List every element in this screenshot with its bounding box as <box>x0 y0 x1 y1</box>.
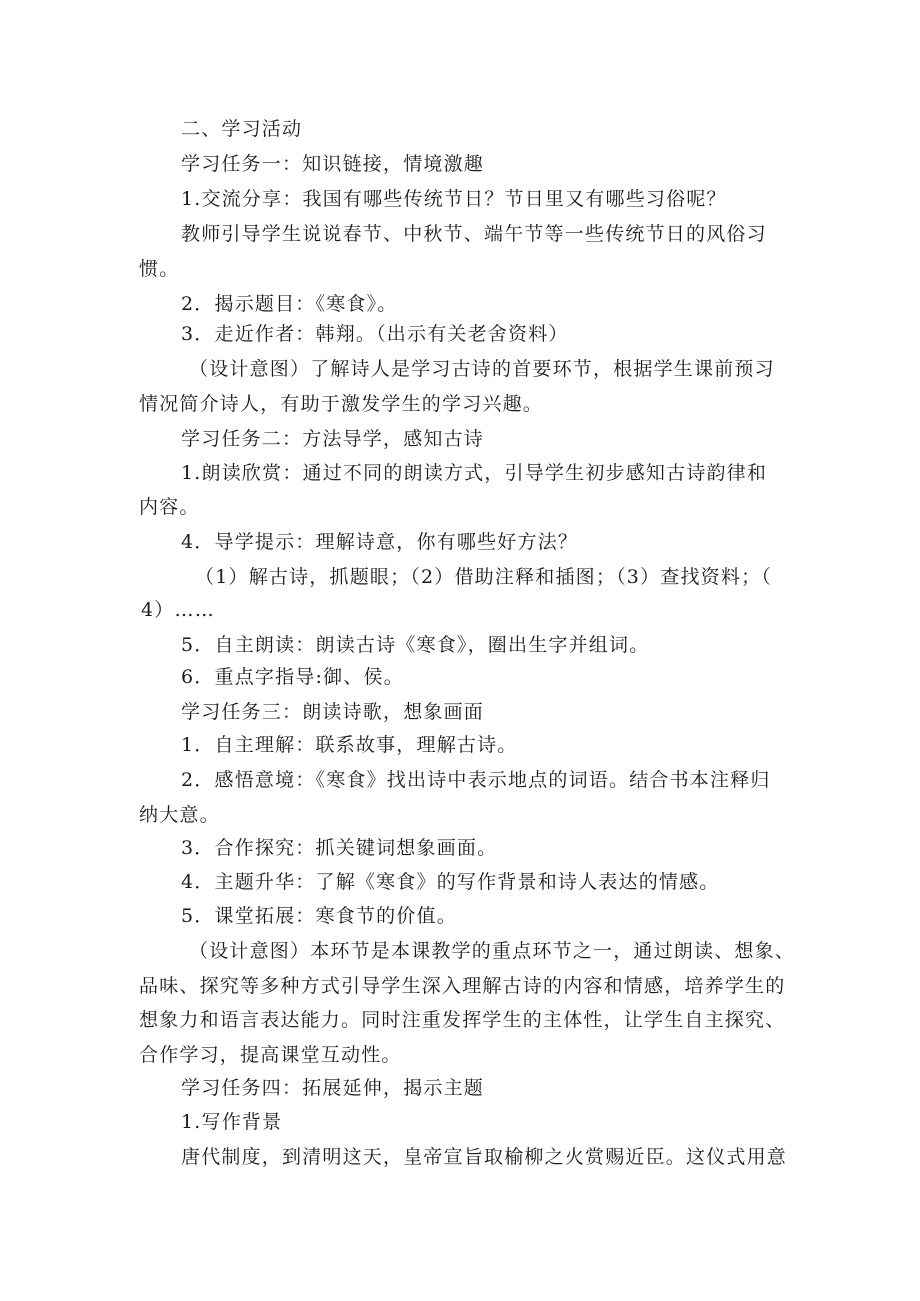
paragraph-line: 1.朗读欣赏：通过不同的朗读方式，引导学生初步感知古诗韵律和 <box>181 462 768 484</box>
paragraph-line: 6．重点字指导:御、侯。 <box>181 666 404 688</box>
section-heading: 二、学习活动 <box>181 118 303 140</box>
task-one-heading: 学习任务一：知识链接，情境激趣 <box>181 153 485 175</box>
design-intent-line: （设计意图）了解诗人是学习古诗的首要环节，根据学生课前预习 <box>189 358 775 380</box>
paragraph-line: 1．自主理解：联系故事，理解古诗。 <box>181 734 518 756</box>
paragraph-line: 3．走近作者：韩翔。（出示有关老舍资料） <box>181 323 569 345</box>
design-intent-line: 情况简介诗人，有助于激发学生的学习兴趣。 <box>139 393 544 415</box>
paragraph-line: 纳大意。 <box>139 804 220 826</box>
paragraph-line: 4）…… <box>141 599 215 621</box>
paragraph-line: 惯。 <box>139 258 180 280</box>
design-intent-line: 想象力和语言表达能力。同时注重发挥学生的主体性，让学生自主探究、 <box>139 1009 786 1031</box>
paragraph-line: 4．导学提示：理解诗意，你有哪些好方法？ <box>181 531 579 553</box>
paragraph-line: 2．感悟意境：《寒食》找出诗中表示地点的词语。结合书本注释归 <box>181 769 771 791</box>
paragraph-line: 5．自主朗读：朗读古诗《寒食》，圈出生字并组词。 <box>181 634 650 656</box>
paragraph-line: （1）解古诗，抓题眼；（2）借助注释和插图；（3）查找资料；（ <box>195 566 772 588</box>
paragraph-line: 5．课堂拓展：寒食节的价值。 <box>181 905 457 927</box>
paragraph-line: 2．揭示题目：《寒食》。 <box>181 293 398 315</box>
paragraph-line: 1.写作背景 <box>181 1111 283 1133</box>
paragraph-line: 教师引导学生说说春节、中秋节、端午节等一些传统节日的风俗习 <box>181 223 767 245</box>
paragraph-line: 4．主题升华：了解《寒食》的写作背景和诗人表达的情感。 <box>181 871 720 893</box>
task-three-heading: 学习任务三：朗读诗歌，想象画面 <box>181 701 485 723</box>
design-intent-line: （设计意图）本环节是本课教学的重点环节之一，通过朗读、想象、 <box>189 940 796 962</box>
task-four-heading: 学习任务四：拓展延伸，揭示主题 <box>181 1077 485 1099</box>
paragraph-line: 内容。 <box>139 496 200 518</box>
design-intent-line: 合作学习，提高课堂互动性。 <box>139 1044 402 1066</box>
paragraph-line: 唐代制度，到清明这天，皇帝宣旨取榆柳之火赏赐近臣。这仪式用意 <box>181 1146 788 1168</box>
design-intent-line: 品味、探究等多种方式引导学生深入理解古诗的内容和情感，培养学生的 <box>139 975 786 997</box>
task-two-heading: 学习任务二：方法导学，感知古诗 <box>181 428 485 450</box>
paragraph-line: 3．合作探究：抓关键词想象画面。 <box>181 837 498 859</box>
paragraph-line: 1.交流分享：我国有哪些传统节日？节日里又有哪些习俗呢？ <box>181 188 727 210</box>
